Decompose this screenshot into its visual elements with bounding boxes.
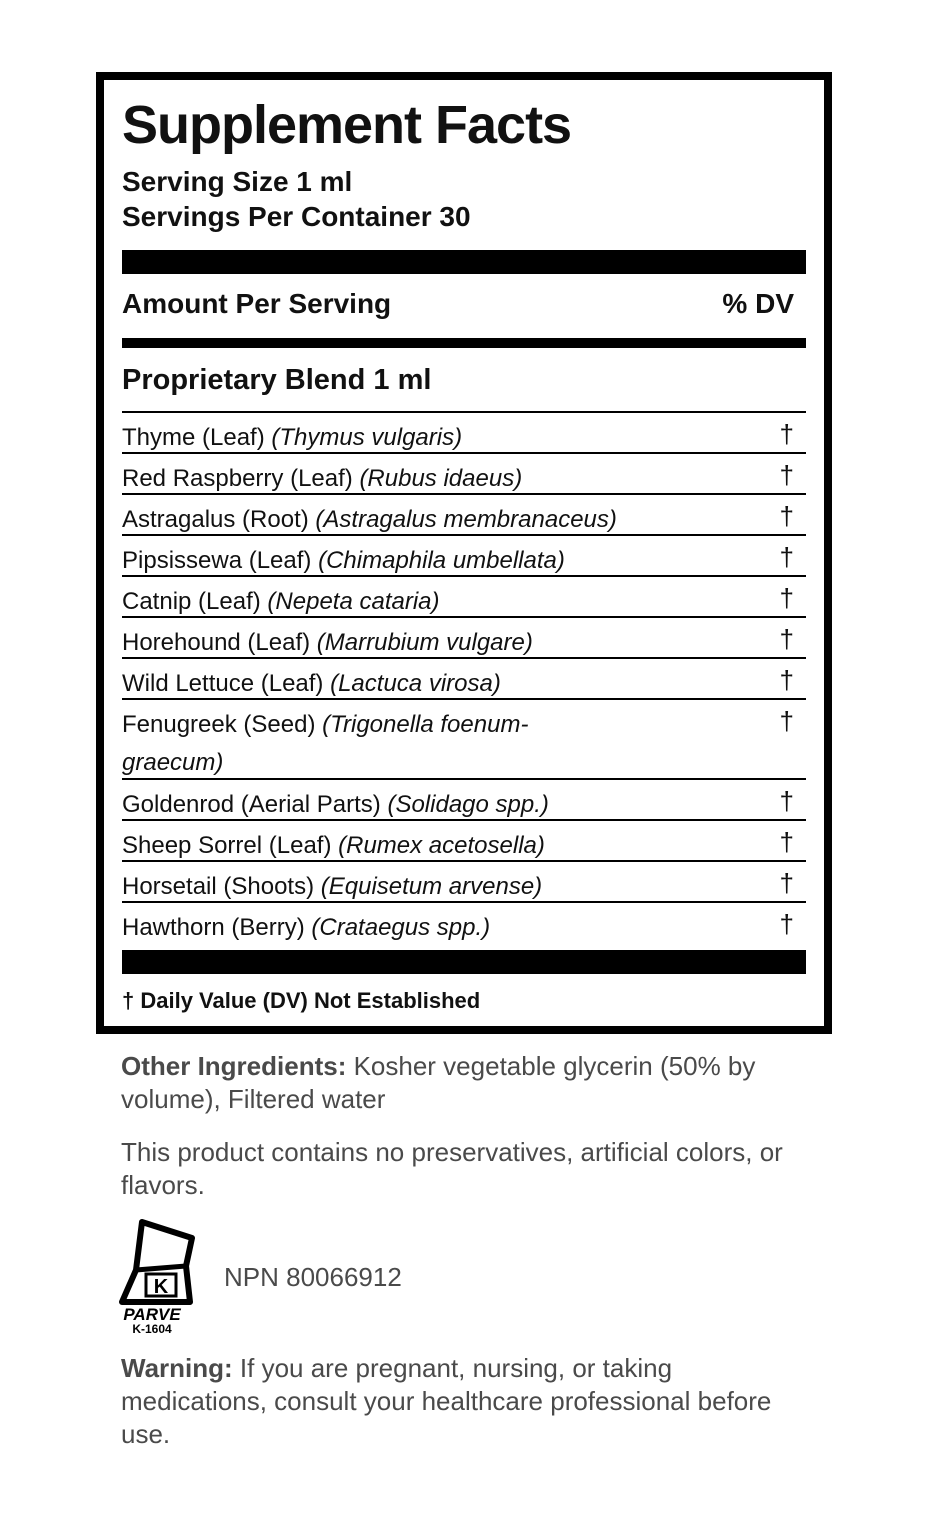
kosher-parve-icon: [118, 1218, 198, 1336]
warning-text: If you are pregnant, nursing, or taking medications, consult your healthcare professional before use.: [121, 1353, 772, 1449]
ingredient-text: [122, 706, 562, 782]
npn-number: NPN 80066912: [224, 1262, 402, 1292]
ingredient-name: Horsetail (Shoots): [122, 873, 315, 900]
ingredient-name: Sheep Sorrel (Leaf): [122, 832, 332, 859]
ingredient-name: Goldenrod (Aerial Parts): [122, 791, 381, 818]
ingredient-latin: (Marrubium vulgare): [316, 629, 533, 656]
ingredient-name: Hawthorn (Berry): [122, 914, 305, 941]
ingredient-name: Red Raspberry (Leaf): [122, 465, 353, 492]
ingredient-row: [122, 493, 806, 534]
ingredient-dv: †: [779, 706, 794, 736]
ingredient-dv: †: [779, 786, 794, 816]
kosher-letter: K: [153, 1276, 169, 1298]
ingredient-name: Catnip (Leaf): [122, 588, 261, 615]
ingredient-name: Astragalus (Root): [122, 506, 309, 533]
ingredient-list: [122, 411, 806, 942]
ingredient-latin: (Nepeta cataria): [267, 588, 440, 615]
ingredient-dv: †: [779, 665, 794, 695]
facts-title: Supplement Facts: [122, 95, 572, 155]
preservatives-notice: This product contains no preservatives, artificial colors, or flavors.: [121, 1137, 783, 1200]
warning: [121, 1352, 821, 1451]
ingredient-dv: †: [779, 460, 794, 490]
warning-label: Warning:: [121, 1353, 233, 1383]
proprietary-blend-heading: Proprietary Blend 1 ml: [122, 364, 432, 396]
ingredient-row: [122, 411, 806, 452]
serving-size: Serving Size 1 ml: [122, 166, 353, 197]
ingredient-name: Horehound (Leaf): [122, 629, 311, 656]
ingredient-row: [122, 819, 806, 860]
ingredient-dv: †: [779, 624, 794, 654]
ingredient-name: Fenugreek (Seed): [122, 711, 316, 738]
ingredient-row: [122, 616, 806, 657]
ingredient-text: [122, 909, 602, 947]
ingredient-row: [122, 452, 806, 493]
ingredient-name: Thyme (Leaf): [122, 424, 265, 451]
ingredient-dv: †: [779, 827, 794, 857]
ingredient-latin: (Chimaphila umbellata): [318, 547, 565, 574]
servings-per-container: Servings Per Container 30: [122, 201, 471, 232]
kosher-code: K-1604: [132, 1322, 172, 1336]
ingredient-row: [122, 698, 806, 778]
ingredient-name: Pipsissewa (Leaf): [122, 547, 312, 574]
parve-label: PARVE: [123, 1305, 181, 1324]
ingredient-dv: †: [779, 909, 794, 939]
ingredient-row: [122, 657, 806, 698]
ingredient-latin: (Rubus idaeus): [359, 465, 523, 492]
other-ingredients-label: Other Ingredients:: [121, 1051, 347, 1081]
ingredient-latin: (Solidago spp.): [387, 791, 549, 818]
ingredient-row: [122, 534, 806, 575]
amount-per-serving-header: Amount Per Serving: [122, 288, 392, 319]
other-ingredients-text: Kosher vegetable glycerin (50% by volume), Filtered water: [121, 1051, 756, 1114]
ingredient-row: [122, 778, 806, 819]
ingredient-dv: †: [779, 419, 794, 449]
ingredient-row: [122, 860, 806, 901]
ingredient-row: [122, 901, 806, 942]
ingredient-dv: †: [779, 542, 794, 572]
supplement-facts-panel: [96, 72, 832, 1034]
dv-footnote: † Daily Value (DV) Not Established: [122, 988, 481, 1013]
ingredient-latin: (Trigonella foenum-graecum): [122, 711, 529, 776]
divider-thick-bottom: [122, 950, 806, 974]
ingredient-latin: (Lactuca virosa): [330, 670, 501, 697]
ingredient-latin: (Rumex acetosella): [338, 832, 545, 859]
ingredient-latin: (Astragalus membranaceus): [315, 506, 617, 533]
other-ingredients: [121, 1050, 821, 1116]
divider-medium: [122, 338, 806, 348]
ingredient-name: Wild Lettuce (Leaf): [122, 670, 324, 697]
dv-header: % DV: [722, 288, 794, 319]
ingredient-latin: (Equisetum arvense): [320, 873, 543, 900]
ingredient-latin: (Crataegus spp.): [311, 914, 491, 941]
ingredient-latin: (Thymus vulgaris): [271, 424, 463, 451]
ingredient-dv: †: [779, 868, 794, 898]
ingredient-dv: †: [779, 583, 794, 613]
divider-thick-top: [122, 250, 806, 274]
ingredient-row: [122, 575, 806, 616]
ingredient-dv: †: [779, 501, 794, 531]
